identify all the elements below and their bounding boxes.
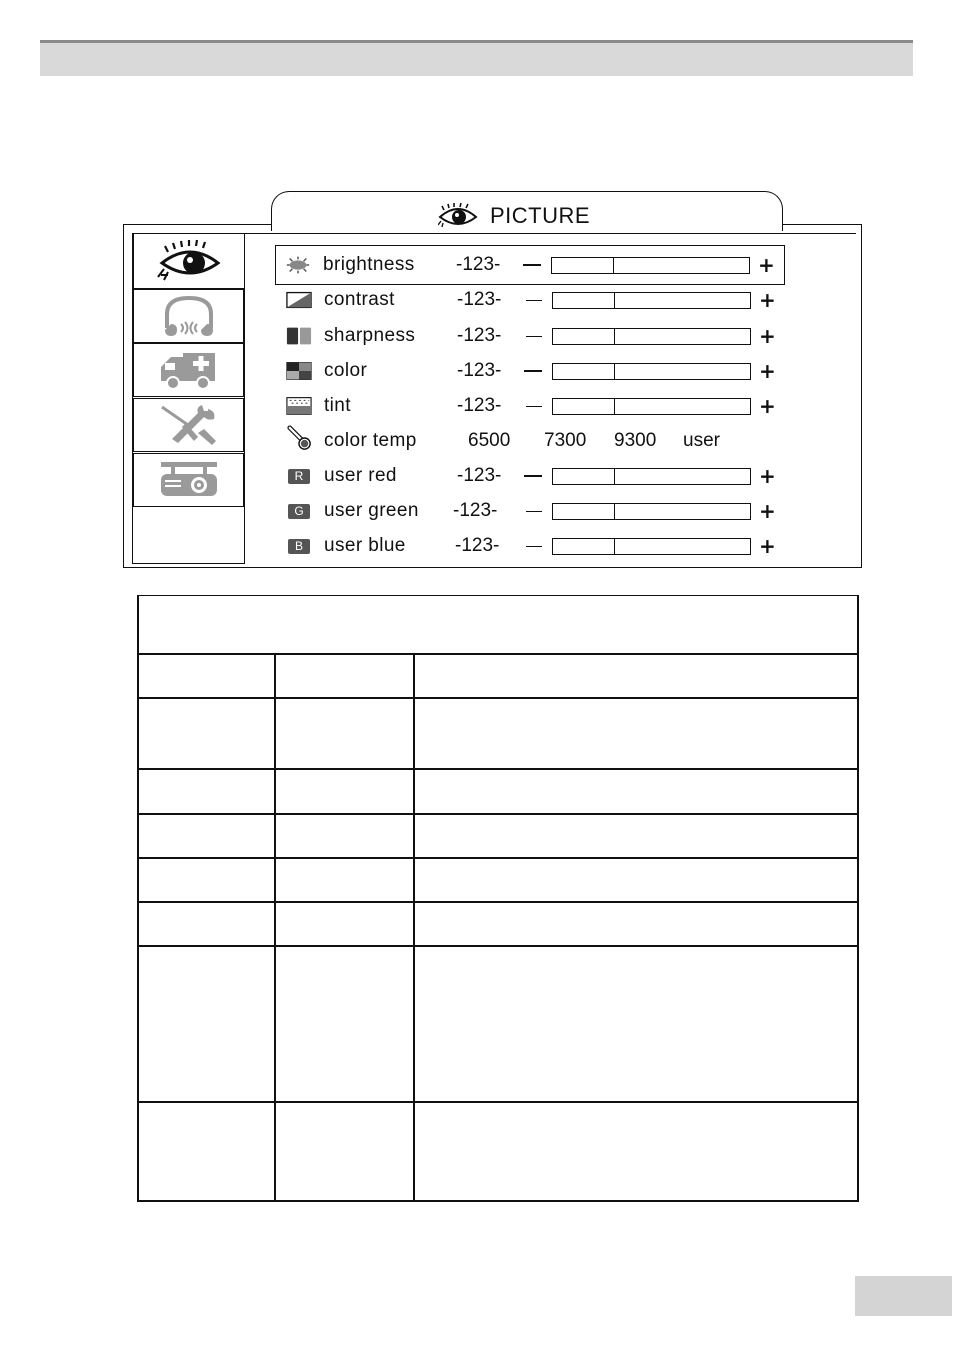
eye-icon bbox=[156, 239, 222, 283]
badge-r-icon bbox=[286, 466, 312, 486]
slider-mark bbox=[614, 469, 615, 484]
menu-row-contrast[interactable] bbox=[277, 282, 784, 318]
row-value: -123- bbox=[457, 360, 502, 381]
tint-icon bbox=[286, 396, 312, 416]
plus-icon[interactable]: + bbox=[759, 464, 776, 488]
plus-icon[interactable]: + bbox=[758, 253, 775, 277]
plus-icon[interactable]: + bbox=[759, 534, 776, 558]
row-label: contrast bbox=[324, 289, 395, 310]
osd-title bbox=[438, 201, 590, 231]
minus-icon[interactable] bbox=[526, 406, 542, 407]
menu-row-user-red[interactable] bbox=[277, 458, 784, 494]
row-label: user blue bbox=[324, 535, 406, 556]
slider-track[interactable] bbox=[551, 257, 750, 274]
eye-icon bbox=[438, 203, 478, 229]
table-border-right bbox=[857, 595, 859, 1202]
badge-letter: G bbox=[288, 504, 310, 519]
badge-g-icon bbox=[286, 501, 312, 521]
plus-icon[interactable]: + bbox=[759, 288, 776, 312]
badge-letter: B bbox=[288, 539, 310, 554]
row-label: brightness bbox=[323, 254, 415, 275]
minus-icon[interactable] bbox=[524, 370, 542, 372]
header-bar bbox=[40, 40, 913, 76]
row-value: -123- bbox=[457, 395, 502, 416]
slider-mark bbox=[614, 504, 615, 519]
row-label: sharpness bbox=[324, 325, 416, 346]
contrast-icon bbox=[286, 290, 312, 310]
side-tab-audio[interactable] bbox=[133, 289, 244, 343]
menu-row-color-temp[interactable] bbox=[277, 423, 784, 459]
slider-mark bbox=[614, 399, 615, 414]
slider-track[interactable] bbox=[552, 398, 751, 415]
menu-row-user-green[interactable] bbox=[277, 493, 784, 529]
badge-b-icon bbox=[286, 536, 312, 556]
row-value: -123- bbox=[453, 500, 498, 521]
ambulance-icon bbox=[157, 349, 221, 391]
table-row-line bbox=[137, 901, 859, 903]
side-tab-emergency[interactable] bbox=[133, 343, 244, 397]
table-row-line bbox=[137, 1101, 859, 1103]
table-row-line bbox=[137, 768, 859, 770]
menu-row-brightness[interactable] bbox=[275, 245, 785, 285]
plus-icon[interactable]: + bbox=[759, 324, 776, 348]
slider-track[interactable] bbox=[552, 468, 751, 485]
tools-icon bbox=[158, 403, 220, 447]
badge-letter: R bbox=[288, 469, 310, 484]
color-temp-option-9300[interactable]: 9300 bbox=[614, 430, 657, 451]
side-tab-setup[interactable] bbox=[133, 398, 244, 452]
minus-icon[interactable] bbox=[526, 336, 542, 337]
plus-icon[interactable]: + bbox=[759, 394, 776, 418]
side-tab-picture[interactable] bbox=[133, 233, 244, 289]
slider-mark bbox=[614, 364, 615, 379]
table-row-line bbox=[137, 945, 859, 947]
color-temp-option-6500[interactable]: 6500 bbox=[468, 430, 511, 451]
row-value: -123- bbox=[455, 535, 500, 556]
table-border-left bbox=[137, 595, 139, 1202]
menu-row-color[interactable] bbox=[277, 353, 784, 389]
sharpness-icon bbox=[286, 326, 312, 346]
menu-row-tint[interactable] bbox=[277, 388, 784, 424]
slider-mark bbox=[614, 329, 615, 344]
side-tab-projector[interactable] bbox=[133, 453, 244, 507]
slider-mark bbox=[613, 258, 614, 273]
osd-title-text: PICTURE bbox=[490, 203, 591, 228]
color-temp-option-7300[interactable]: 7300 bbox=[544, 430, 587, 451]
table-col-line bbox=[274, 653, 276, 1202]
minus-icon[interactable] bbox=[524, 475, 542, 477]
color-icon bbox=[286, 361, 312, 381]
plus-icon[interactable]: + bbox=[759, 499, 776, 523]
row-label: color temp bbox=[324, 430, 417, 451]
table-row-line bbox=[137, 697, 859, 699]
row-value: -123- bbox=[457, 289, 502, 310]
row-value: -123- bbox=[457, 325, 502, 346]
slider-track[interactable] bbox=[552, 503, 751, 520]
table-border-top bbox=[137, 595, 859, 596]
projector-icon bbox=[157, 460, 221, 500]
plus-icon[interactable]: + bbox=[759, 359, 776, 383]
minus-icon[interactable] bbox=[523, 264, 541, 266]
brightness-icon bbox=[285, 255, 311, 275]
row-label: user green bbox=[324, 500, 419, 521]
row-value: -123- bbox=[456, 254, 501, 275]
slider-track[interactable] bbox=[552, 363, 751, 380]
color-temp-option-user[interactable]: user bbox=[683, 430, 720, 451]
table-row-line bbox=[137, 653, 859, 655]
slider-mark bbox=[614, 293, 615, 308]
minus-icon[interactable] bbox=[526, 300, 542, 301]
minus-icon[interactable] bbox=[526, 511, 542, 512]
row-label: tint bbox=[324, 395, 351, 416]
headphones-icon bbox=[159, 294, 219, 338]
slider-track[interactable] bbox=[552, 328, 751, 345]
slider-track[interactable] bbox=[552, 292, 751, 309]
menu-row-sharpness[interactable] bbox=[277, 318, 784, 354]
menu-row-user-blue[interactable] bbox=[277, 528, 784, 564]
table-col-line bbox=[413, 653, 415, 1202]
slider-track[interactable] bbox=[552, 538, 751, 555]
row-label: color bbox=[324, 360, 368, 381]
slider-mark bbox=[614, 539, 615, 554]
minus-icon[interactable] bbox=[526, 546, 542, 547]
table-row-line bbox=[137, 813, 859, 815]
table-border-bottom bbox=[137, 1200, 859, 1202]
page-number-tab bbox=[855, 1276, 952, 1316]
thermometer-icon bbox=[286, 431, 312, 451]
row-label: user red bbox=[324, 465, 397, 486]
table-row-line bbox=[137, 857, 859, 859]
row-value: -123- bbox=[457, 465, 502, 486]
